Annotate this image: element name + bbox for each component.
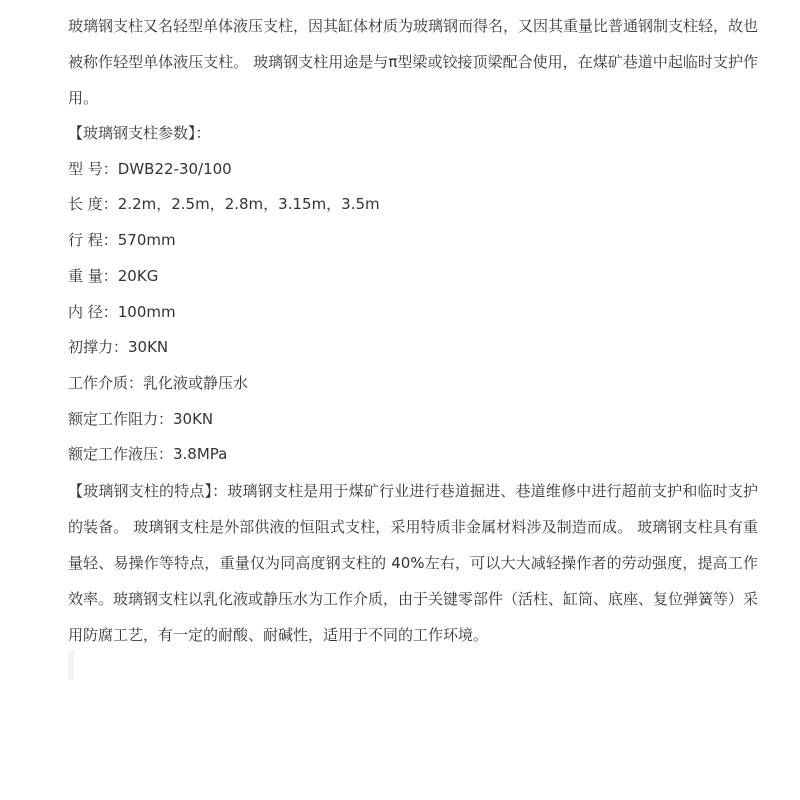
article-body: [68, 8, 758, 653]
param-stroke: 行 程：570mm: [68, 231, 176, 250]
param-length: 长 度：2.2m，2.5m，2.8m，3.15m，3.5m: [68, 195, 380, 214]
param-inner-diameter: 内 径：100mm: [68, 302, 176, 321]
decorative-mark: [68, 650, 74, 680]
param-working-medium: 工作介质：乳化液或静压水: [68, 373, 249, 392]
param-setting-load: 初撑力：30KN: [68, 338, 169, 357]
params-heading: 【玻璃钢支柱参数】：: [68, 124, 211, 142]
param-model: 型 号：DWB22-30/100: [68, 159, 232, 178]
features-paragraph: 【玻璃钢支柱的特点】：玻璃钢支柱是用于煤矿行业进行巷道掘进、巷道维修中进行超前支护和临时支护的装备。 玻璃钢支柱是外部供液的恒阻式支柱，采用特质非金属材料涉及制造而成。 玻璃钢支柱具有重量轻、易操作等特点，重量仅为同高度钢支柱的 40%左右，可以大大减轻操作者的劳动强度，提高工作效率。玻璃钢支柱以乳化液或静压水为工作介质，由于关键零部件（活柱、缸筒、底座、复位弹簧等）采用防腐工艺，有一定的耐酸、耐碱性，适用于不同的工作环境。: [68, 482, 759, 645]
param-rated-resistance: 额定工作阻力：30KN: [68, 409, 214, 428]
param-weight: 重 量：20KG: [68, 266, 159, 285]
intro-paragraph: 玻璃钢支柱又名轻型单体液压支柱，因其缸体材质为玻璃钢而得名，又因其重量比普通钢制支柱轻，故也被称作轻型单体液压支柱。 玻璃钢支柱用途是与π型梁或铰接顶梁配合使用，在煤矿巷道中起临时支护作用。: [68, 17, 759, 107]
param-rated-pressure: 额定工作液压：3.8MPa: [68, 445, 228, 464]
